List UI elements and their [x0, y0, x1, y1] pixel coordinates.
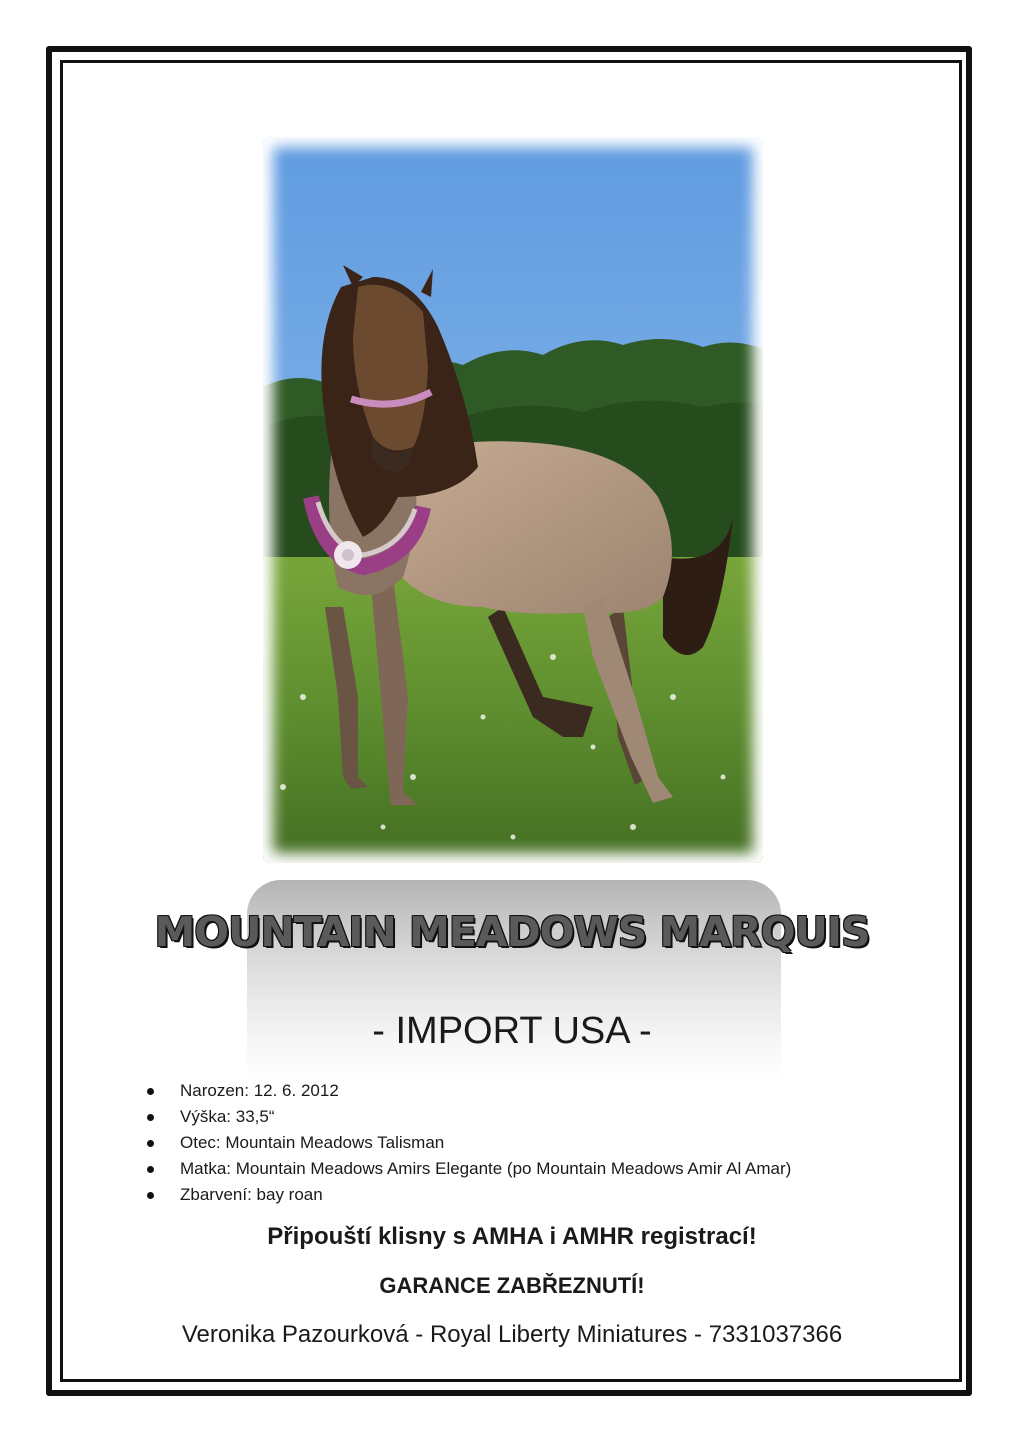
bullet-icon: [147, 1166, 154, 1173]
page-subtitle: - IMPORT USA -: [372, 1010, 652, 1052]
fact-color: Zbarvení: bay roan: [180, 1185, 323, 1204]
breeding-offer: Připouští klisny s AMHA i AMHR registrací!: [267, 1223, 757, 1250]
fact-sire: Otec: Mountain Meadows Talisman: [180, 1133, 445, 1152]
contact-line: Veronika Pazourková - Royal Liberty Miniatures - 7331037366: [181, 1321, 843, 1348]
bullet-icon: [147, 1088, 154, 1095]
horse-photo: [263, 137, 763, 863]
guarantee-text: GARANCE ZABŘEZNUTÍ!: [379, 1273, 645, 1298]
bullet-icon: [147, 1192, 154, 1199]
list-item: [140, 1156, 880, 1182]
list-item: [140, 1182, 880, 1208]
bullet-icon: [147, 1114, 154, 1121]
fact-height: Výška: 33,5“: [180, 1107, 275, 1126]
list-item: [140, 1130, 880, 1156]
fact-birth: Narozen: 12. 6. 2012: [180, 1081, 339, 1100]
facts-list: [140, 1078, 880, 1208]
bullet-icon: [147, 1140, 154, 1147]
list-item: [140, 1078, 880, 1104]
fact-dam: Matka: Mountain Meadows Amirs Elegante (po Mountain Meadows Amir Al Amar): [180, 1159, 792, 1178]
list-item: [140, 1104, 880, 1130]
page-title: MOUNTAIN MEADOWS MARQUIS: [154, 908, 870, 956]
